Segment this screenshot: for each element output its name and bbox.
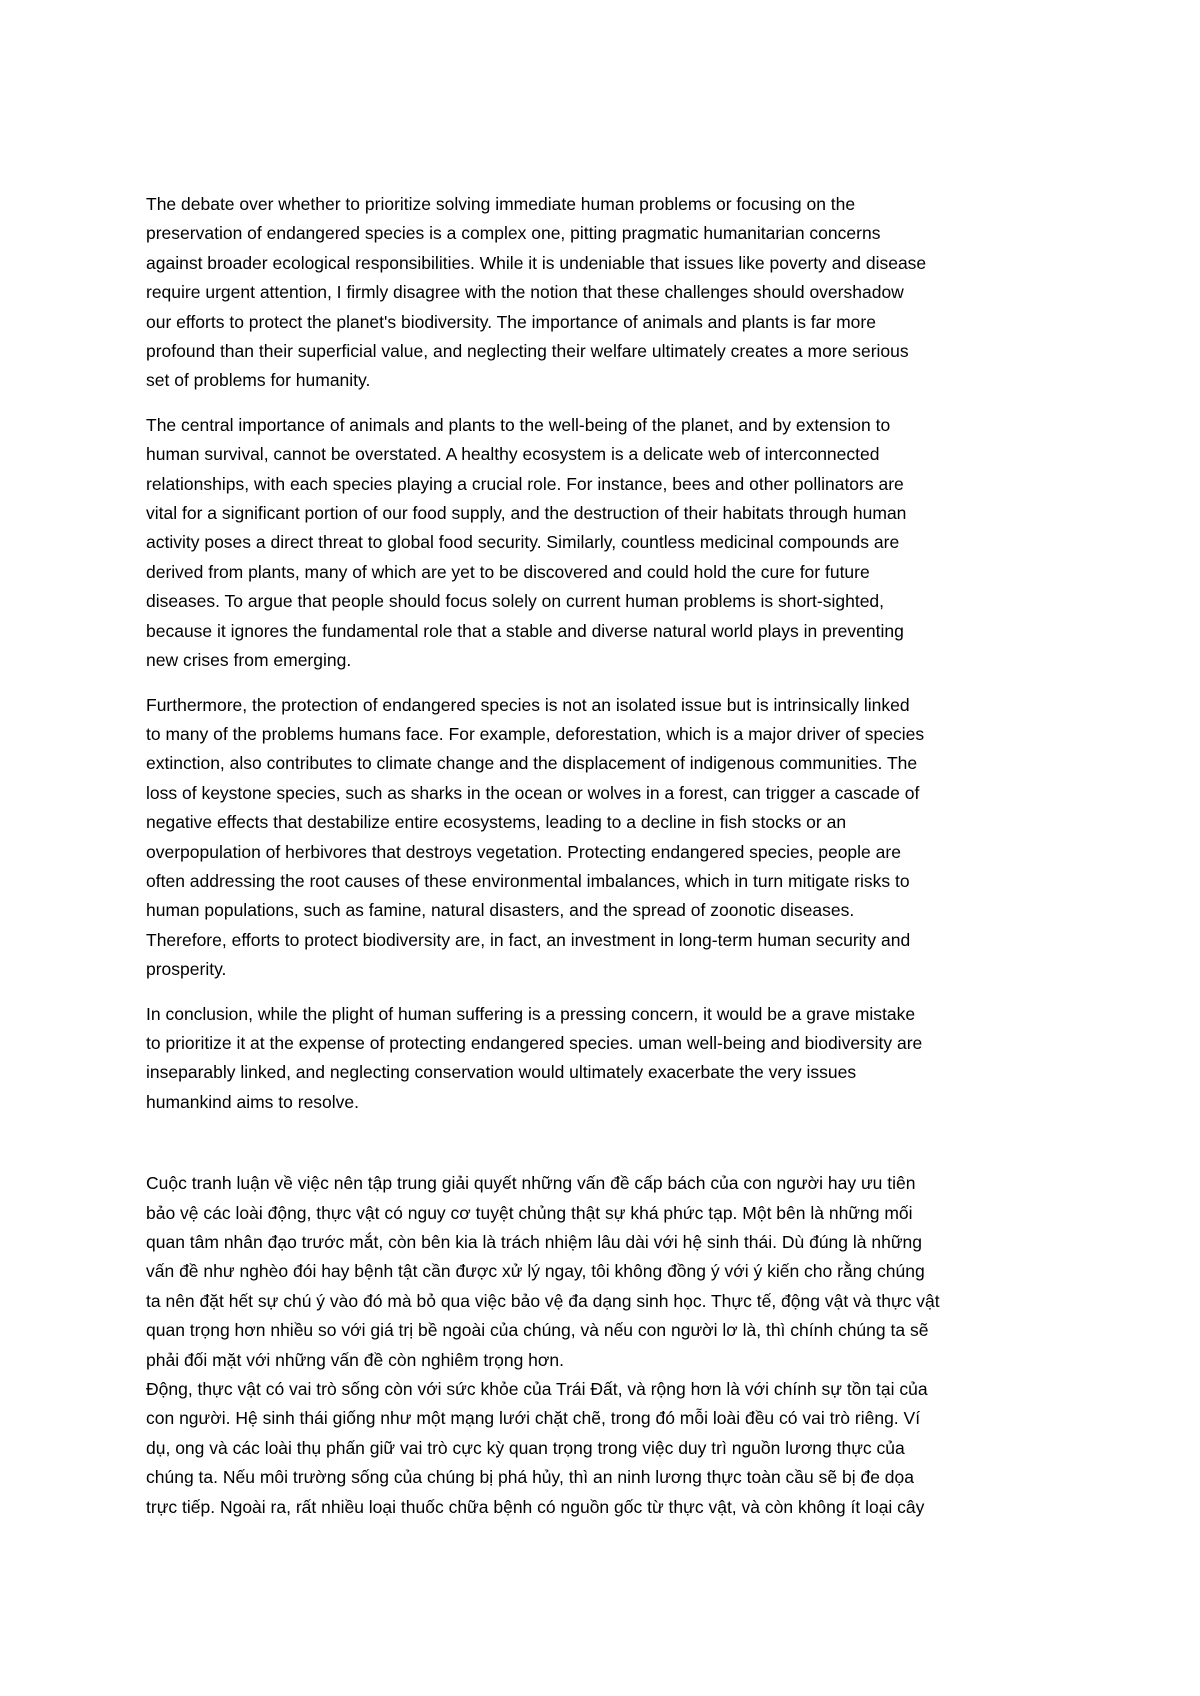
essay-paragraph-body-2: Furthermore, the protection of endangered species is not an isolated issue but is intrinsically linked to many of the problems humans face. For example, deforestation, which is a major driver of species extinction, also contributes to climate change and the displacement of indigenous communities. The loss of keystone species, such as sharks in the ocean or wolves in a forest, can trigger a cascade of negative effects that destabilize entire ecosystems, leading to a decline in fish stocks or an overpopulation of herbivores that destroys vegetation. Protecting endangered species, people are often addressing the root causes of these environmental imbalances, which in turn mitigate risks to human populations, such as famine, natural disasters, and the spread of zoonotic diseases. Therefore, efforts to protect biodiversity are, in fact, an investment in long-term human security and prosperity. <box>146 694 925 980</box>
vietnamese-translation <box>146 1169 1066 1522</box>
essay-paragraph-body-1: The central importance of animals and plants to the well-being of the planet, and by extension to human survival, cannot be overstated. A healthy ecosystem is a delicate web of interconnected relationships, with each species playing a crucial role. For instance, bees and other pollinators are vital for a significant portion of our food supply, and the destruction of their habitats through human activity poses a direct threat to global food security. Similarly, countless medicinal compounds are derived from plants, many of which are yet to be discovered and could hold the cure for future diseases. To argue that people should focus solely on current human problems is short-sighted, because it ignores the fundamental role that a stable and diverse natural world plays in preventing new crises from emerging. <box>146 414 907 671</box>
essay-paragraph-introduction: The debate over whether to prioritize solving immediate human problems or focusing on the preservation of endangered species is a complex one, pitting pragmatic humanitarian concerns against broader ecological responsibilities. While it is undeniable that issues like poverty and disease require urgent attention, I firmly disagree with the notion that these challenges should overshadow our efforts to protect the planet's biodiversity. The importance of animals and plants is far more profound than their superficial value, and neglecting their welfare ultimately creates a more serious set of problems for humanity. <box>146 194 927 391</box>
translation-paragraph-2: Động, thực vật có vai trò sống còn với sức khỏe của Trái Đất, và rộng hơn là với chính sự tồn tại của con người. Hệ sinh thái giống như một mạng lưới chặt chẽ, trong đó mỗi loài đều có vai trò riêng. Ví dụ, ong và các loài thụ phấn giữ vai trò cực kỳ quan trọng trong việc duy trì nguồn lương thực của chúng ta. Nếu môi trường sống của chúng bị phá hủy, thì an ninh lương thực toàn cầu sẽ bị đe dọa trực tiếp. Ngoài ra, rất nhiều loại thuốc chữa bệnh có nguồn gốc từ thực vật, và còn không ít loại cây <box>146 1379 928 1517</box>
essay-paragraph-conclusion: In conclusion, while the plight of human suffering is a pressing concern, it would be a grave mistake to prioritize it at the expense of protecting endangered species. uman well-being and biodiversity are inseparably linked, and neglecting conservation would ultimately exacerbate the very issues humankind aims to resolve. <box>146 1003 923 1112</box>
english-essay <box>146 190 1066 1117</box>
document-body <box>146 190 1066 1522</box>
translation-paragraph-1: Cuộc tranh luận về việc nên tập trung giải quyết những vấn đề cấp bách của con người hay ưu tiên bảo vệ các loài động, thực vật có nguy cơ tuyệt chủng thật sự khá phức tạp. Một bên là những mối quan tâm nhân đạo trước mắt, còn bên kia là trách nhiệm lâu dài với hệ sinh thái. Dù đúng là những vấn đề như nghèo đói hay bệnh tật cần được xử lý ngay, tôi không đồng ý với ý kiến cho rằng chúng ta nên đặt hết sự chú ý vào đó mà bỏ qua việc bảo vệ đa dạng sinh học. Thực tế, động vật và thực vật quan trọng hơn nhiều so với giá trị bề ngoài của chúng, và nếu con người lơ là, thì chính chúng ta sẽ phải đối mặt với những vấn đề còn nghiêm trọng hơn. <box>146 1173 940 1370</box>
